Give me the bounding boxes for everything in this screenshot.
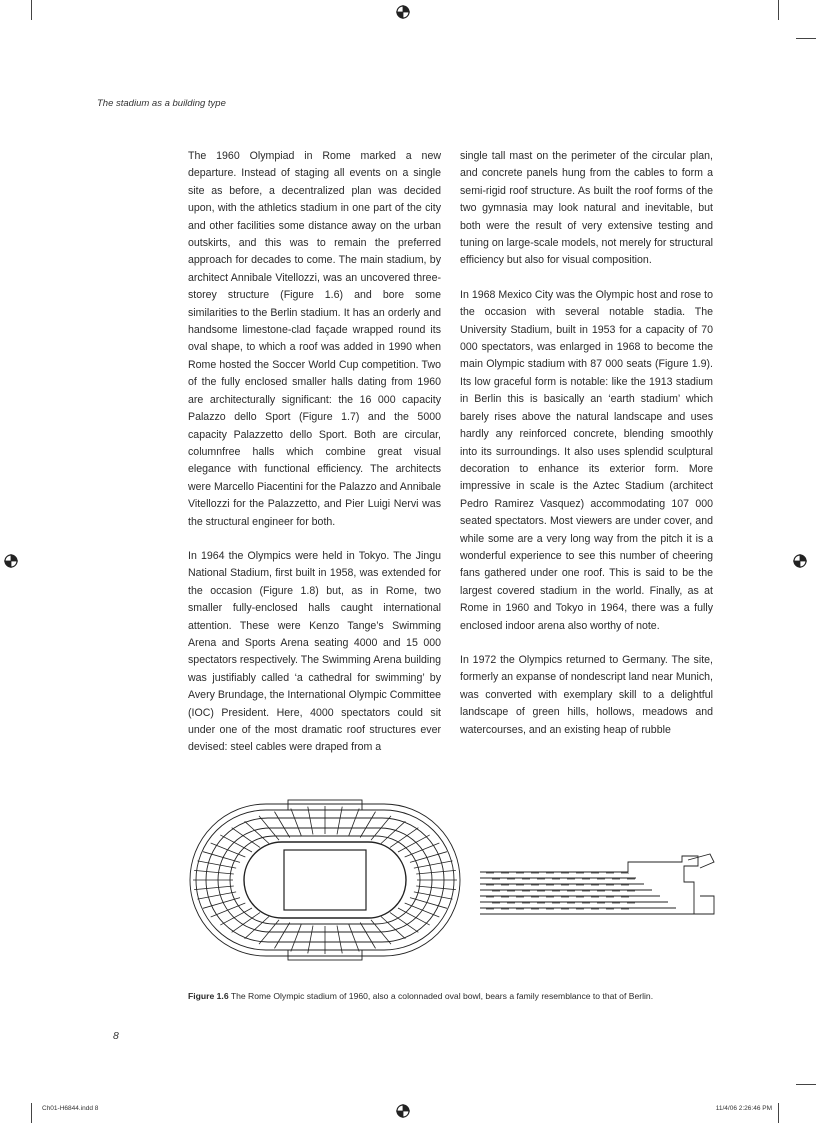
plan-radial-line: [274, 812, 289, 838]
plan-radial-line: [211, 843, 246, 857]
plan-radial-line: [416, 886, 456, 890]
plan-radial-line: [414, 892, 453, 899]
plan-radial-line: [291, 924, 301, 951]
stadium-plan-drawing: [188, 790, 462, 970]
plan-radial-line: [308, 926, 313, 954]
paragraph: In 1964 the Olympics were held in Tokyo. The Jingu National Stadium, first built in 1958, was extended for the occasion (Figure 1.8) but, as in Rome, two smaller fully-enclosed halls caught international attention. These were Kenzo Tange’s Swimming Arena and Sports Arena seating 4000 and 15 000 spectators respectively. The Swimming Arena building was justifiably called ‘a cathedral for swimming’ by Avery Brundage, the International Olympic Committee (IOC) President. Here, 4000 spectators could sit under one of the most dramatic roof structures ever devised: steel cables were draped from a: [188, 549, 441, 754]
plan-radial-line: [360, 922, 375, 948]
plan-radial-line: [349, 809, 359, 836]
paragraph: In 1968 Mexico City was the Olympic host and rose to the occasion with several notable stadia. The University Stadium, built in 1953 for a capacity of 70 000 spectators, was enlarged in 1968 to become the main Olympic stadium with 87 000 seats (Figure 1.9). Its low graceful form is notable: like the 1913 stadium in Berlin this is basically an ‘earth stadium’ which barely rises above the natural landscape and uses hardly any reinforced concrete, blending smoothly into its surroundings. It also uses splendid sculptural decoration to enhance its exterior form. More impressive in scale is the Aztec Stadium (architect Pedro Ramirez Vasquez) accommodating 107 000 seated spectators. Most viewers are under cover, and while some are a very long way from the pitch it is a wonderful experience to see this number of cheering fans gathered under one roof. This is said to be the largest covered stadium in the world. Finally, as at Rome in 1960 and Tokyo in 1964, there was a fully enclosed indoor arena also worthy of note.: [460, 288, 713, 632]
plan-radial-line: [398, 908, 430, 925]
plan-radial-line: [194, 886, 234, 890]
slug-file-name: Ch01-H6844.indd 8: [42, 1105, 99, 1112]
crop-mark-bottom-left: [31, 1103, 32, 1123]
plan-radial-line: [337, 807, 342, 835]
plan-radial-line: [308, 807, 313, 835]
plan-radial-line: [337, 926, 342, 954]
text-column-left: [188, 148, 441, 774]
plan-radial-line: [197, 892, 236, 899]
figure-caption: [188, 990, 718, 1003]
plan-radial-line: [414, 861, 453, 868]
plan-radial-line: [274, 922, 289, 948]
crop-mark-top-left: [31, 0, 32, 20]
running-head: The stadium as a building type: [97, 98, 226, 109]
registration-mark-icon: [396, 5, 410, 19]
figure-caption-text: The Rome Olympic stadium of 1960, also a colonnaded oval bowl, bears a family resemblance to that of Berlin.: [230, 991, 654, 1001]
plan-radial-line: [416, 870, 456, 874]
registration-mark-icon: [793, 554, 807, 568]
plan-radial-line: [220, 908, 252, 925]
paragraph: The 1960 Olympiad in Rome marked a new departure. Instead of staging all events on a single site as before, a decentralized plan was decided upon, with the athletics stadium in one part of the city and other facilities some distance away on the urban outskirts, and this was to remain the preferred approach for decades to come. The main stadium, by architect Annibale Vitellozzi, was an uncovered three-storey structure (Figure 1.6) and bore some similarities to the Berlin stadium. It has an orderly and handsome limestone-clad façade wrapped round its oval shape, to which a roof was added in 1990 when Rome hosted the Soccer World Cup competition. Two of the fully enclosed smaller halls dating from 1960 are architecturally significant: the 16 000 capacity Palazzo dello Sport (Figure 1.7) and the 5000 capacity Palazzetto dello Sport. Both are circular, columnfree halls which combine great visual elegance with functional efficiency. The architects were Marcello Piacentini for the Palazzo and Annibale Vitellozzi for the Palazzetto, and Pier Luigi Nervi was the structural engineer for both.: [188, 150, 441, 528]
plan-radial-line: [211, 903, 246, 917]
plan-radial-line: [232, 828, 260, 848]
paragraph: single tall mast on the perimeter of the circular plan, and concrete panels hung from the cables to form a semi-rigid roof structure. As built the roof forms of the two gymnasia may look natural and inevitable, but both were the result of very extensive testing and tuning on large-scale models, not merely for structural efficiency but also for visual composition.: [460, 150, 713, 267]
plan-radial-line: [360, 812, 375, 838]
crop-mark-right-bottom: [796, 1084, 816, 1085]
paragraph: In 1972 the Olympics returned to Germany. The site, formerly an expanse of nondescript land near Munich, was converted with exemplary skill to a delightful landscape of green hills, hollows, meadows and watercourses, and an existing heap of rubble: [460, 653, 713, 736]
stadium-section-drawing: [478, 852, 718, 926]
plan-radial-line: [232, 913, 260, 933]
crop-mark-top-right: [778, 0, 779, 20]
plan-radial-line: [390, 828, 418, 848]
slug-date: 11/4/06 2:26:46 PM: [715, 1105, 772, 1112]
plan-radial-line: [398, 835, 430, 852]
plan-radial-line: [194, 870, 234, 874]
plan-radial-line: [197, 861, 236, 868]
plan-radial-line: [390, 913, 418, 933]
text-column-right: [460, 148, 713, 756]
crop-mark-right-top: [796, 38, 816, 39]
registration-mark-icon: [4, 554, 18, 568]
plan-radial-line: [349, 924, 359, 951]
plan-radial-line: [220, 835, 252, 852]
registration-mark-icon: [396, 1104, 410, 1118]
plan-radial-line: [291, 809, 301, 836]
figure-label: Figure 1.6: [188, 991, 229, 1001]
page-number: 8: [113, 1030, 119, 1042]
crop-mark-bottom-right: [778, 1103, 779, 1123]
plan-radial-line: [405, 843, 440, 857]
plan-radial-line: [405, 903, 440, 917]
